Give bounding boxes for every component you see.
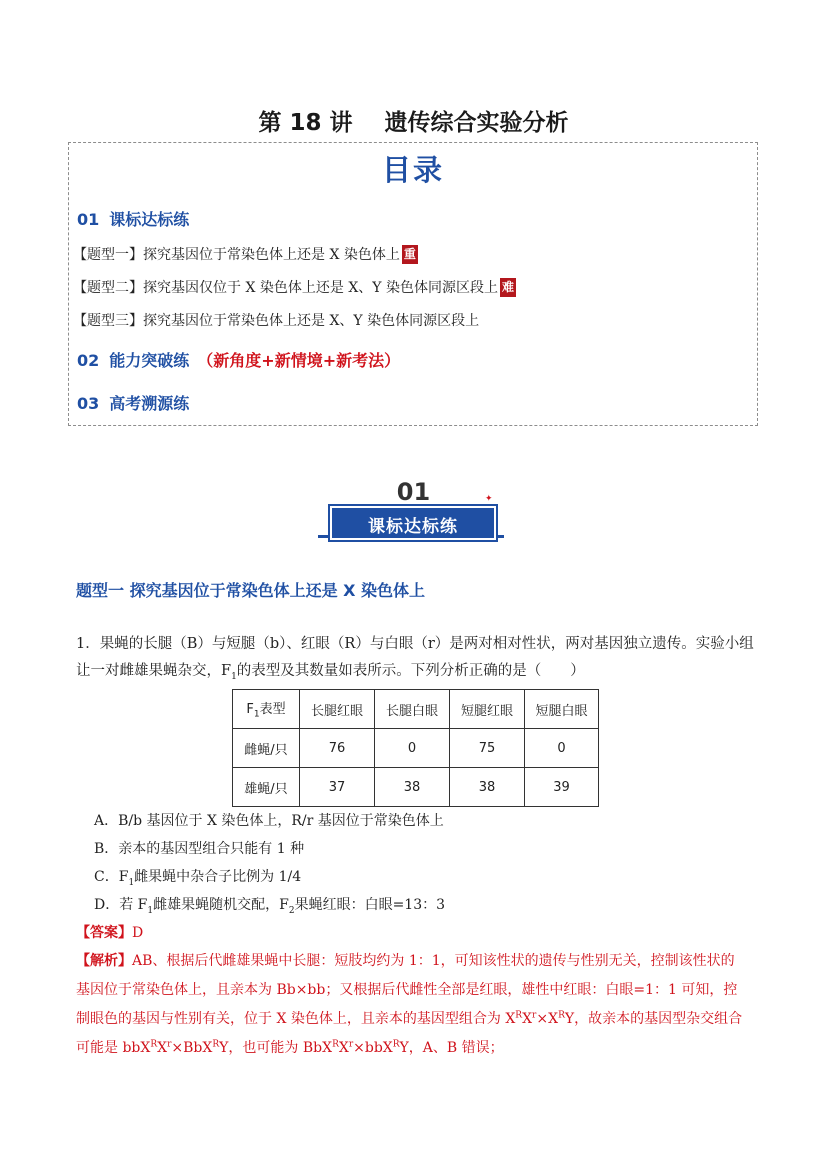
toc-item-text: 【题型二】探究基因仅位于 X 染色体上还是 X、Y 染色体同源区段上 bbox=[73, 280, 498, 296]
answer-label: 【答案】 bbox=[76, 925, 132, 941]
document-title bbox=[0, 104, 827, 137]
toc-section-number: 01 bbox=[77, 210, 100, 229]
analysis-line-2: 基因位于常染色体上，且亲本为 Bb×bb；又根据后代雌性全部是红眼，雄性中红眼：白眼=1：1 可知，控 bbox=[76, 982, 738, 998]
question-line-2: 让一对雌雄果蝇杂交，$F_1$的表型及其数量如表所示。下列分析正确的是（ ） bbox=[76, 663, 585, 682]
option-d[interactable]: D．若 $F_1$雌雄果蝇随机交配，$F_2$果蝇红眼：白眼=13：3 bbox=[94, 897, 446, 916]
star-icon: ✦ bbox=[485, 494, 493, 504]
option-b[interactable]: B．亲本的基因型组合只能有 1 种 bbox=[94, 841, 305, 857]
analysis-line-1: 【解析】AB、根据后代雌雄果蝇中长腿：短肢均约为 1：1，可知该性状的遗传与性别无关，控制该性状的 bbox=[76, 953, 735, 969]
option-c[interactable]: C．$F_1$雌果蝇中杂合子比例为 1/4 bbox=[94, 869, 302, 888]
analysis-line-4: 可能是 $bbX^RX^r\times BbX^RY$，也可能为 $BbX^RX^r\times bbX^RY$，A、B 错误； bbox=[76, 1039, 504, 1056]
analysis-label: 【解析】 bbox=[76, 953, 132, 969]
toc-section-label: 高考溯源练 bbox=[109, 394, 190, 413]
toc-item-type3[interactable] bbox=[73, 310, 479, 330]
banner-label: 课标达标练 bbox=[368, 517, 458, 537]
section-title: 题型一 探究基因位于常染色体上还是 X 染色体上 bbox=[76, 581, 426, 600]
toc-section-01[interactable] bbox=[77, 207, 189, 230]
table-row bbox=[233, 729, 599, 768]
key-tag: 重 bbox=[402, 245, 418, 264]
table-cell: 37 bbox=[300, 768, 375, 807]
toc-section-number: 02 bbox=[77, 351, 100, 370]
table-of-contents bbox=[68, 142, 758, 426]
table-header-cell: 短腿红眼 bbox=[450, 690, 525, 729]
answer-value: D bbox=[132, 925, 144, 941]
table-row-label: 雌蝇/只 bbox=[233, 729, 300, 768]
table-header-cell: 长腿白眼 bbox=[375, 690, 450, 729]
table-header-cell: $F_1$表型 bbox=[233, 690, 300, 729]
analysis-line-3: 制眼色的基因与性别有关，位于 X 染色体上，且亲本的基因型组合为 $X^RX^r\times X^RY$，故亲本的基因型杂交组合 bbox=[76, 1010, 743, 1027]
toc-section-number: 03 bbox=[77, 394, 100, 413]
table-header-cell: 短腿白眼 bbox=[525, 690, 599, 729]
lecture-number: 第 18 讲 bbox=[258, 110, 353, 136]
table-cell: 0 bbox=[525, 729, 599, 768]
toc-section-label: 能力突破练 bbox=[109, 351, 190, 370]
table-cell: 75 bbox=[450, 729, 525, 768]
toc-item-text: 【题型一】探究基因位于常染色体上还是 X 染色体上 bbox=[73, 247, 400, 263]
table-cell: 39 bbox=[525, 768, 599, 807]
banner-number: 01 bbox=[396, 478, 431, 506]
banner-line-right bbox=[496, 535, 504, 538]
banner-line-left bbox=[318, 535, 330, 538]
toc-item-text: 【题型三】探究基因位于常染色体上还是 X、Y 染色体同源区段上 bbox=[73, 313, 480, 329]
question-line-1: 1．果蝇的长腿（B）与短腿（b）、红眼（R）与白眼（r）是两对相对性状，两对基因独立遗传。实验小组 bbox=[76, 636, 754, 652]
f1-phenotype-table bbox=[232, 689, 599, 807]
table-header-row bbox=[233, 690, 599, 729]
difficult-tag: 难 bbox=[500, 278, 516, 297]
table-cell: 76 bbox=[300, 729, 375, 768]
table-row bbox=[233, 768, 599, 807]
toc-section-02[interactable] bbox=[77, 348, 400, 371]
toc-section-03[interactable] bbox=[77, 391, 189, 414]
toc-section-extra: （新角度+新情境+新考法） bbox=[197, 351, 401, 370]
table-cell: 38 bbox=[450, 768, 525, 807]
option-a[interactable]: A．B/b 基因位于 X 染色体上，R/r 基因位于常染色体上 bbox=[94, 813, 444, 829]
toc-heading: 目录 bbox=[381, 153, 444, 187]
toc-item-type2[interactable] bbox=[73, 277, 516, 297]
toc-section-label: 课标达标练 bbox=[109, 210, 190, 229]
table-header-cell: 长腿红眼 bbox=[300, 690, 375, 729]
table-row-label: 雄蝇/只 bbox=[233, 768, 300, 807]
table-cell: 0 bbox=[375, 729, 450, 768]
table-cell: 38 bbox=[375, 768, 450, 807]
lecture-topic: 遗传综合实验分析 bbox=[384, 110, 569, 136]
toc-item-type1[interactable] bbox=[73, 244, 418, 264]
answer bbox=[76, 922, 143, 942]
